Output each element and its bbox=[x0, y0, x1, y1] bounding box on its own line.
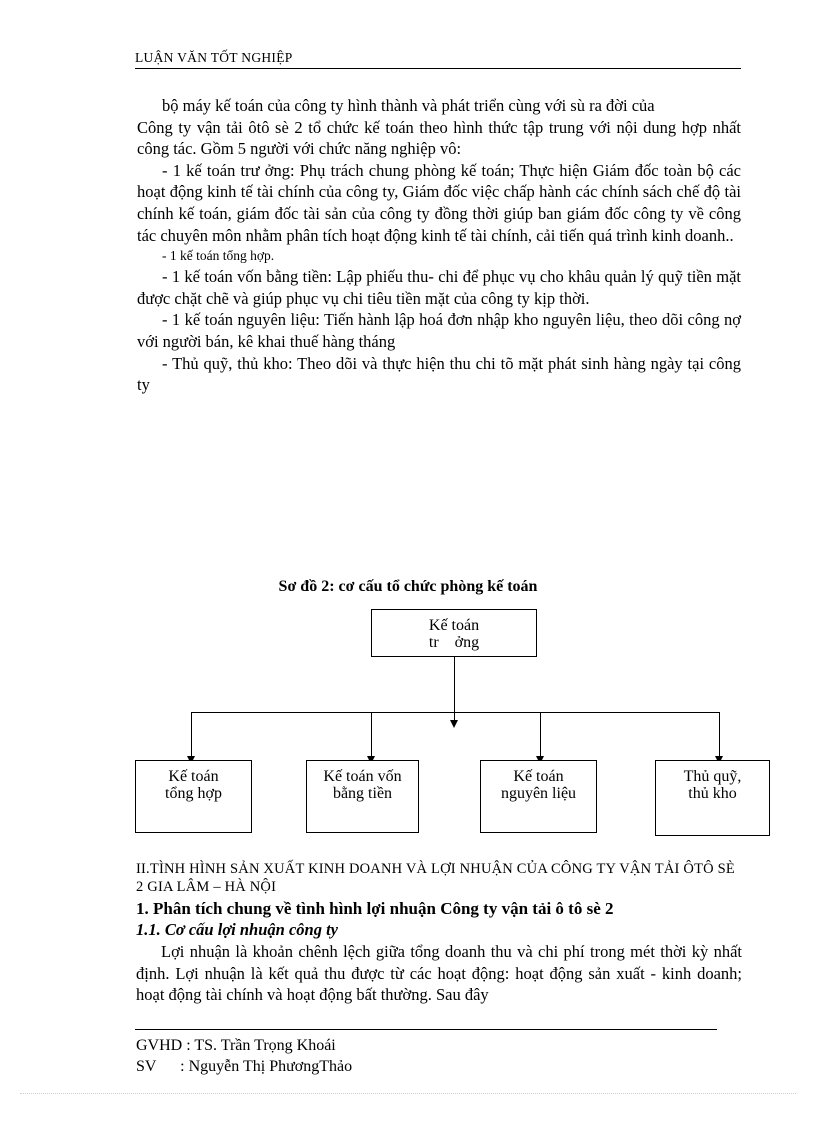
section-heading: II.TÌNH HÌNH SẢN XUẤT KINH DOANH VÀ LỢI NHUẬN CỦA CÔNG TY VẬN TẢI ÔTÔ SÈ 2 GIA LÂM – HÀ NỘI bbox=[136, 861, 735, 895]
child-1-line2: tổng hợp bbox=[165, 785, 222, 802]
branch-drop-1 bbox=[191, 712, 192, 758]
paragraph-7: - Thủ quỹ, thủ kho: Theo dõi và thực hiện thu chi tõ mặt phát sinh hàng ngày tại công ty bbox=[137, 353, 741, 395]
child-3-line2: nguyên liệu bbox=[500, 785, 577, 802]
root-line1: Kế toán bbox=[428, 617, 480, 634]
header-title: LUẬN VĂN TỐT NGHIỆP bbox=[135, 50, 293, 65]
paragraph-3: - 1 kế toán trư ởng: Phụ trách chung phòng kế toán; Thực hiện Giám đốc toàn bộ các hoạt động kinh tế tài chính của công ty, Giám đốc việc chấp hành các chính sách chế độ tài chính kế toán, giám đốc tài sản của công ty đồng thời giúp ban giám đốc công ty về công tác chuyên môn nhằm phân tích hoạt động kinh tế tài chính, cải tiến quá trình kinh doanh.. bbox=[137, 160, 741, 245]
root-line2: tr ởng bbox=[428, 634, 480, 651]
child-2-line1: Kế toán vốn bbox=[323, 768, 402, 785]
root-connector bbox=[454, 657, 455, 720]
child-2-line2: bằng tiền bbox=[332, 785, 393, 802]
branch-drop-2 bbox=[371, 712, 372, 758]
footer-divider bbox=[135, 1029, 717, 1030]
paragraph-2: Công ty vận tải ôtô sè 2 tổ chức kế toán theo hình thức tập trung với nội dung hợp nhất công tác. Gồm 5 người với chức năng nghiệp vô: bbox=[137, 117, 741, 159]
footer-supervisor: GVHD : TS. Trần Trọng Khoái bbox=[136, 1037, 336, 1054]
root-arrow bbox=[450, 720, 458, 728]
branch-drop-4 bbox=[719, 712, 720, 758]
paragraph-6: - 1 kế toán nguyên liệu: Tiến hành lập hoá đơn nhập kho nguyên liệu, theo dõi công nợ với người bán, kê khai thuế hàng tháng bbox=[137, 310, 741, 351]
subsection-1-heading: 1. Phân tích chung về tình hình lợi nhuận Công ty vận tải ô tô sè 2 bbox=[136, 899, 614, 918]
footer-student: SV : Nguyễn Thị PhươngThảo bbox=[136, 1058, 353, 1075]
child-4-line1: Thủ quỹ, bbox=[683, 768, 742, 785]
child-3-line1: Kế toán bbox=[513, 768, 564, 785]
branch-bar bbox=[191, 712, 719, 713]
page-footer bbox=[136, 1035, 352, 1077]
child-box-materials bbox=[480, 760, 597, 833]
child-4-line2: thủ kho bbox=[688, 785, 737, 802]
paragraph-4: - 1 kế toán tổng hợp. bbox=[162, 248, 275, 264]
paragraph-1: bộ máy kế toán của công ty hình thành và phát triển cùng với sù ra đời của bbox=[162, 96, 655, 115]
section-paragraph-text: Lợi nhuận là khoản chênh lệch giữa tổng doanh thu và chi phí trong mét thời kỳ nhất định. Lợi nhuận là kết quả thu được từ các hoạt động: hoạt động sản xuất - kinh doanh; hoạt động tài chính và hoạt động bất thường. Sau đây bbox=[136, 942, 742, 1005]
subsection-1-1-heading: 1.1. Cơ cấu lợi nhuận công ty bbox=[136, 920, 338, 939]
child-box-treasurer bbox=[655, 760, 770, 836]
child-box-cash bbox=[306, 760, 419, 833]
body-text bbox=[137, 95, 741, 396]
diagram-title: Sơ đồ 2: cơ cấu tổ chức phòng kế toán bbox=[278, 578, 538, 595]
branch-drop-3 bbox=[540, 712, 541, 758]
root-box bbox=[371, 609, 537, 657]
paragraph-5: - 1 kế toán vốn bằng tiền: Lập phiếu thu- chi để phục vụ cho khâu quản lý quỹ tiền mặt được chặt chẽ và giúp phục vụ chi tiêu tiền mặt của công ty kịp thời. bbox=[137, 267, 741, 308]
section-paragraph bbox=[136, 941, 742, 1006]
child-1-line1: Kế toán bbox=[168, 768, 219, 785]
header-divider bbox=[135, 68, 741, 69]
page-bottom-border bbox=[20, 1093, 796, 1094]
child-box-general bbox=[135, 760, 252, 833]
